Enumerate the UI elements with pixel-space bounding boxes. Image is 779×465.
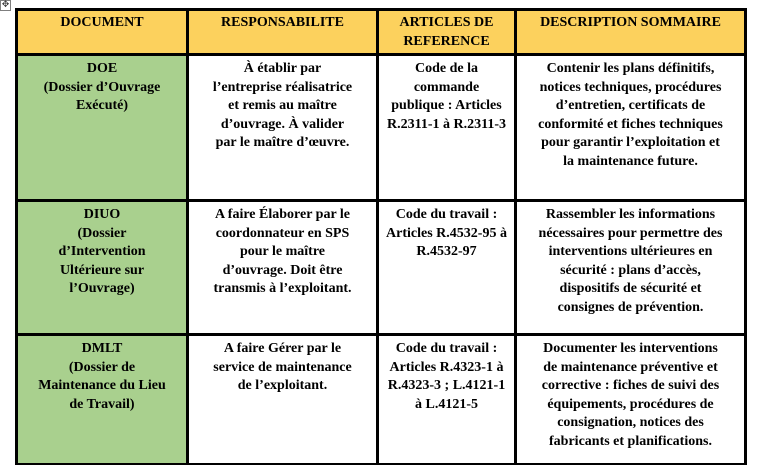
text-cursor-mark [746,56,747,71]
cell-document-dmlt: DMLT (Dossier de Maintenance du Lieu de Travail) [17,335,188,465]
cell-articles-doe: Code de la commande publique : Articles R.2311-1 à R.2311-3 [378,55,516,201]
header-articles: ARTICLES DE REFERENCE [378,10,516,55]
document-table [15,8,747,465]
table-row-doe [17,55,746,201]
cell-description-dmlt: Documenter les interventions de maintenance préventive et corrective : fiches de suivi des équipements, procédures de consignation, notices des fabricants et planifications. [516,335,746,465]
cell-document-doe: DOE (Dossier d’Ouvrage Exécuté) [17,55,188,201]
cell-description-diuo: Rassembler les informations nécessaires pour permettre des interventions ultérieures en sécurité : plans d’accès, dispositifs de sécurité et consignes de prévention. [516,201,746,335]
header-document: DOCUMENT [17,10,188,55]
cell-articles-dmlt: Code du travail : Articles R.4323-1 à R.4323-3 ; L.4121-1 à L.4121-5 [378,335,516,465]
cell-document-diuo: DIUO (Dossier d’Intervention Ultérieure sur l’Ouvrage) [17,201,188,335]
cell-responsabilite-diuo: A faire Élaborer par le coordonnateur en SPS pour le maître d’ouvrage. Doit être transmis à l’exploitant. [188,201,378,335]
cell-articles-diuo: Code du travail : Articles R.4532-95 à R.4532-97 [378,201,516,335]
table-row-diuo [17,201,746,335]
header-description: DESCRIPTION SOMMAIRE [516,10,746,55]
table-row-dmlt [17,335,746,465]
table-move-handle-icon[interactable]: ✥ [1,0,10,10]
cell-responsabilite-doe: À établir par l’entreprise réalisatrice et remis au maître d’ouvrage. À valider par le maître d’œuvre. [188,55,378,201]
header-responsabilite: RESPONSABILITE [188,10,378,55]
table-header-row [17,10,746,55]
cell-description-doe: Contenir les plans définitifs, notices techniques, procédures d’entretien, certificats de conformité et fiches techniques pour garantir l’exploitation et la maintenance future. [516,55,746,201]
cell-responsabilite-dmlt: A faire Gérer par le service de maintenance de l’exploitant. [188,335,378,465]
